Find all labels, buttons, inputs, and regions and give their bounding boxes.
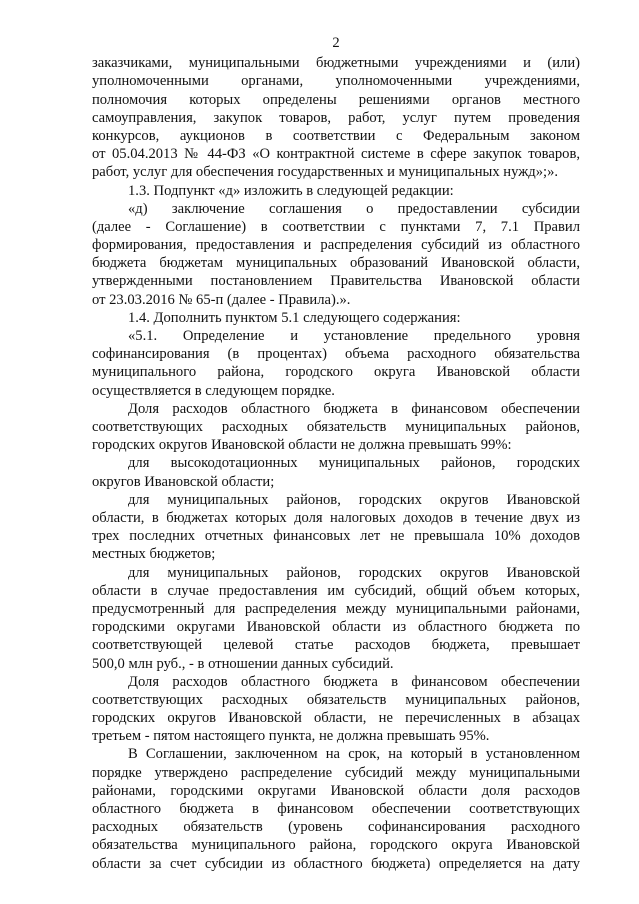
text-line: В Соглашении, заключенном на срок, на который в установленном — [128, 746, 580, 763]
text-line: городскими округами Ивановской области из областного бюджета по — [92, 619, 580, 636]
text-line: области, в бюджетах которых доля налоговых доходов в течение двух из — [92, 510, 580, 526]
text-line: городских округов Ивановской области, не перечисленных в абзацах — [92, 710, 580, 727]
text-line: конкурсов, аукционов в соответствии с Федеральным законом — [92, 127, 580, 144]
text-line: (далее - Соглашение) в соответствии с пунктами 7, 7.1 Правил — [92, 218, 580, 235]
text-line: заказчиками, муниципальными бюджетными учреждениями и (или) — [92, 55, 580, 72]
text-line: трех последних отчетных финансовых лет не превышала 10% доходов — [92, 528, 580, 545]
text-line: городских округов Ивановской области не должна превышать 99%: — [92, 437, 512, 454]
text-line: уполномоченными органами, уполномоченными учреждениями, — [92, 73, 580, 90]
text-line: самоуправления, закупок товаров, работ, услуг путем проведения — [92, 109, 580, 126]
text-line: для высокодотационных муниципальных районов, городских — [128, 455, 580, 472]
text-line: районами, городскими округами Ивановской области доля расходов — [92, 782, 580, 799]
text-line: «д) заключение соглашения о предоставлении субсидии — [128, 200, 580, 217]
text-line: области в случае предоставления им субсидий, общий объем которых, — [92, 582, 580, 599]
text-line: обязательства муниципального района, городского округа Ивановской — [92, 837, 580, 854]
text-line: соответствующей целевой статье расходов бюджета, превышает — [92, 637, 580, 654]
text-line: для муниципальных районов, городских округов Ивановской — [128, 491, 580, 508]
text-line: муниципального района, городского округа Ивановской области — [92, 364, 580, 381]
text-line: полномочия которых определены решениями органов местного — [92, 91, 580, 108]
text-line: «5.1. Определение и установление предельного уровня — [128, 328, 580, 345]
text-line: расходных обязательств (уровень софинансирования расходного — [92, 819, 580, 836]
text-line: утвержденными постановлением Правительства Ивановской области — [92, 273, 580, 290]
text-line: соответствующих расходных обязательств муниципальных районов, — [92, 419, 580, 436]
text-line: для муниципальных районов, городских округов Ивановской — [128, 564, 580, 581]
text-line: 1.3. Подпункт «д» изложить в следующей редакции: — [128, 182, 454, 199]
text-line: работ, услуг для обеспечения государственных и муниципальных нужд»;». — [92, 164, 559, 181]
text-line: местных бюджетов; — [92, 546, 216, 563]
text-line: области за счет субсидии из областного бюджета) определяется на дату — [92, 855, 580, 872]
text-line: от 05.04.2013 № 44-ФЗ «О контрактной системе в сфере закупок товаров, — [92, 146, 580, 163]
text-line: 1.4. Дополнить пунктом 5.1 следующего содержания: — [128, 309, 461, 326]
page-number: 2 — [332, 35, 340, 51]
text-line: третьем - пятом настоящего пункта, не должна превышать 95%. — [92, 728, 490, 745]
document-body — [92, 54, 580, 873]
text-line: Доля расходов областного бюджета в финансовом обеспечении — [128, 400, 580, 417]
text-line: 500,0 млн руб., - в отношении данных субсидий. — [92, 655, 394, 672]
text-line: предусмотренный для распределения между муниципальными районами, — [92, 600, 580, 617]
text-line: соответствующих расходных обязательств муниципальных районов, — [92, 691, 580, 708]
document-page — [92, 34, 580, 873]
text-line: от 23.03.2016 № 65-п (далее - Правила).». — [92, 291, 351, 308]
text-line: формирования, предоставления и распределения субсидий из областного — [92, 237, 580, 254]
text-line: областного бюджета в финансовом обеспечении соответствующих — [92, 801, 580, 818]
text-line: бюджета бюджетам муниципальных образований Ивановской области, — [92, 255, 580, 272]
text-line: порядке утверждено распределение субсидий между муниципальными — [92, 764, 580, 781]
text-line: Доля расходов областного бюджета в финансовом обеспечении — [128, 673, 580, 690]
text-line: осуществляется в следующем порядке. — [92, 382, 335, 399]
text-line: округов Ивановской области; — [92, 473, 275, 490]
text-line: софинансирования (в процентах) объема расходного обязательства — [92, 346, 580, 363]
